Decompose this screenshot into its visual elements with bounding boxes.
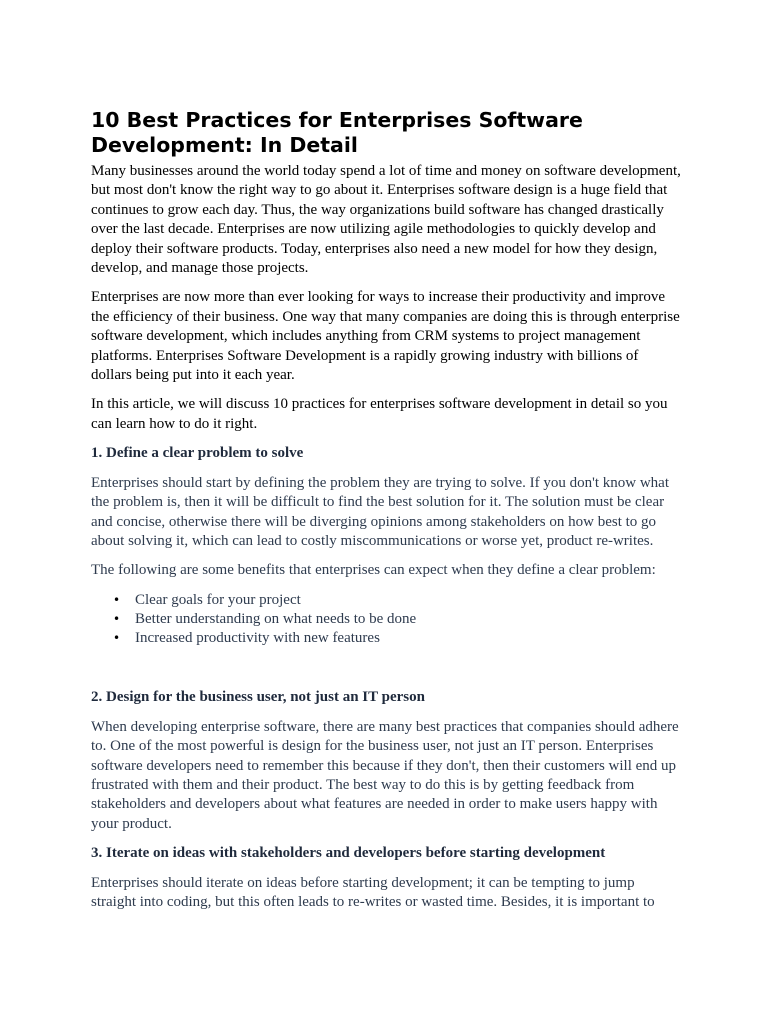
benefits-list — [91, 591, 681, 649]
bullet-icon: • — [113, 631, 121, 646]
intro-paragraph-3: In this article, we will discuss 10 practices for enterprises software development in detail so you can learn how to do it right. — [91, 396, 668, 432]
intro-paragraph-2: Enterprises are now more than ever looking for ways to increase their productivity and improve the efficiency of their business. One way that many companies are doing this is through enterprise software development, which includes anything from CRM systems to project management platforms. Enterprises Software Development is a rapidly growing industry with billions of dollars being put into it each year. — [91, 289, 680, 384]
list-item-text: Better understanding on what needs to be done — [135, 610, 417, 627]
list-item-text: Increased productivity with new features — [135, 630, 380, 647]
list-item — [113, 610, 681, 629]
bullet-icon: • — [113, 592, 121, 607]
document-page — [91, 108, 681, 922]
section-1-paragraph-1: Enterprises should start by defining the problem they are trying to solve. If you don't know what the problem is, then it will be difficult to find the best solution for it. The solution must be clear and concise, otherwise there will be diverging opinions among stakeholders on how best to go about solving it, which can lead to costly miscommunications or worse yet, product re-writes. — [91, 474, 670, 549]
section-spacer — [91, 648, 681, 688]
list-item-text: Clear goals for your project — [135, 591, 301, 608]
intro-paragraph-1: Many businesses around the world today spend a lot of time and money on software development, but most don't know the right way to go about it. Enterprises software design is a huge field that continues to grow each day. Thus, the way organizations build software has changed drastically over the last decade. Enterprises are now utilizing agile methodologies to quickly develop and deploy their software products. Today, enterprises also need a new model for how they design, develop, and manage those projects. — [91, 163, 681, 277]
section-heading-3: 3. Iterate on ideas with stakeholders and developers before starting development — [91, 845, 606, 862]
section-heading-1: 1. Define a clear problem to solve — [91, 445, 304, 462]
list-item — [113, 629, 681, 648]
bullet-icon: • — [113, 611, 121, 626]
document-title: 10 Best Practices for Enterprises Software Development: In Detail — [91, 108, 583, 157]
section-1-paragraph-2: The following are some benefits that enterprises can expect when they define a clear problem: — [91, 562, 656, 579]
section-2-paragraph-1: When developing enterprise software, there are many best practices that companies should adhere to. One of the most powerful is design for the business user, not just an IT person. Enterprises software developers need to remember this because if they don't, then their customers will end up frustrated with them and their product. The best way to do this is by getting feedback from stakeholders and developers about what features are needed in order to make users happy with your product. — [91, 718, 679, 832]
section-3-paragraph-1: Enterprises should iterate on ideas before starting development; it can be tempting to jump straight into coding, but this often leads to re-writes or wasted time. Besides, it is important to — [91, 874, 655, 910]
list-item — [113, 591, 681, 610]
section-heading-2: 2. Design for the business user, not just an IT person — [91, 689, 425, 706]
